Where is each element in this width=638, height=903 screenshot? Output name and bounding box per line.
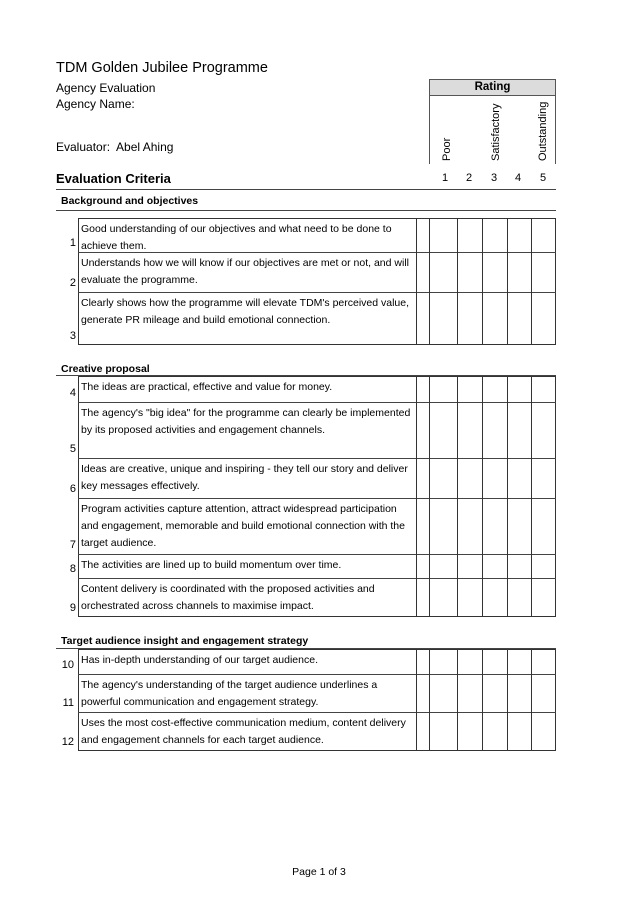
evaluator-name: Abel Ahing bbox=[116, 140, 174, 154]
criterion-text: Uses the most cost-effective communication medium, content delivery and engagement channels for each target audience. bbox=[81, 717, 406, 746]
rating-cell-4[interactable] bbox=[483, 579, 507, 617]
criterion-text: Content delivery is coordinated with the proposed activities and orchestrated across channels to maximise impact. bbox=[81, 583, 375, 612]
page-footer: Page 1 of 3 bbox=[292, 866, 346, 878]
row-number: 9 bbox=[69, 602, 76, 614]
rating-label-poor: Poor bbox=[441, 137, 453, 161]
rating-cell-2[interactable] bbox=[430, 675, 457, 712]
rating-cell-2[interactable] bbox=[430, 459, 457, 498]
agency-name-label: Agency Name: bbox=[56, 97, 135, 111]
rating-cell-3[interactable] bbox=[458, 579, 482, 617]
rating-label-satisfactory: Satisfactory bbox=[490, 103, 502, 161]
rating-cell-5[interactable] bbox=[508, 555, 531, 578]
row-number: 6 bbox=[69, 483, 76, 495]
rating-cell-2[interactable] bbox=[430, 377, 457, 402]
rating-cell-1[interactable] bbox=[417, 403, 429, 458]
rating-cell-3[interactable] bbox=[458, 219, 482, 252]
rating-cell-2[interactable] bbox=[430, 579, 457, 617]
scale-2: 2 bbox=[465, 172, 473, 184]
criterion-text: The activities are lined up to build momentum over time. bbox=[81, 559, 342, 571]
evaluator-label: Evaluator: bbox=[56, 140, 111, 154]
rating-cell-4[interactable] bbox=[483, 403, 507, 458]
rating-cell-5[interactable] bbox=[508, 377, 531, 402]
rating-cell-1[interactable] bbox=[417, 293, 429, 345]
rating-cell-3[interactable] bbox=[458, 713, 482, 751]
row-number: 8 bbox=[69, 563, 76, 575]
section-title-background: Background and objectives bbox=[61, 195, 199, 207]
rating-cell-4[interactable] bbox=[483, 713, 507, 751]
criterion-text: Good understanding of our objectives and what need to be done to achieve them. bbox=[81, 223, 392, 252]
rating-cell-6[interactable] bbox=[532, 713, 556, 751]
scale-1: 1 bbox=[441, 172, 449, 184]
rating-cell-6[interactable] bbox=[532, 459, 556, 498]
rating-cell-5[interactable] bbox=[508, 459, 531, 498]
rating-cell-6[interactable] bbox=[532, 253, 556, 292]
rating-cell-6[interactable] bbox=[532, 293, 556, 345]
criterion-text: Ideas are creative, unique and inspiring - they tell our story and deliver key messages effectively. bbox=[81, 463, 408, 492]
rating-cell-5[interactable] bbox=[508, 675, 531, 712]
rating-cell-1[interactable] bbox=[417, 219, 429, 252]
criteria-divider bbox=[56, 189, 556, 190]
rating-cell-6[interactable] bbox=[532, 555, 556, 578]
criterion-text: Program activities capture attention, attract widespread participation and engagement, memorable and build emotional connection with the target audience. bbox=[81, 503, 405, 549]
rating-cell-4[interactable] bbox=[483, 555, 507, 578]
rating-cell-2[interactable] bbox=[430, 403, 457, 458]
scale-5: 5 bbox=[539, 172, 547, 184]
rating-cell-1[interactable] bbox=[417, 499, 429, 554]
evaluation-criteria-title: Evaluation Criteria bbox=[56, 171, 171, 186]
rating-cell-4[interactable] bbox=[483, 377, 507, 402]
rating-cell-4[interactable] bbox=[483, 650, 507, 674]
rating-cell-6[interactable] bbox=[532, 403, 556, 458]
scale-3: 3 bbox=[490, 172, 498, 184]
rating-cell-3[interactable] bbox=[458, 293, 482, 345]
rating-cell-3[interactable] bbox=[458, 459, 482, 498]
criterion-text: Clearly shows how the programme will elevate TDM's perceived value, generate PR mileage and build emotional connection. bbox=[81, 297, 410, 326]
rating-cell-5[interactable] bbox=[508, 713, 531, 751]
row-number: 11 bbox=[62, 697, 74, 709]
rating-cell-1[interactable] bbox=[417, 377, 429, 402]
criterion-text: The agency's understanding of the target audience underlines a powerful communication and engagement strategy. bbox=[81, 679, 378, 708]
rating-label-outstanding: Outstanding bbox=[537, 101, 549, 161]
rating-cell-2[interactable] bbox=[430, 555, 457, 578]
rating-cell-2[interactable] bbox=[430, 499, 457, 554]
criterion-text: Has in-depth understanding of our target audience. bbox=[81, 654, 318, 666]
rating-cell-6[interactable] bbox=[532, 219, 556, 252]
row-number: 5 bbox=[69, 443, 76, 455]
scale-4: 4 bbox=[514, 172, 522, 184]
rating-cell-6[interactable] bbox=[532, 579, 556, 617]
rating-cell-3[interactable] bbox=[458, 253, 482, 292]
section-divider bbox=[56, 210, 556, 211]
rating-cell-5[interactable] bbox=[508, 579, 531, 617]
rating-cell-5[interactable] bbox=[508, 253, 531, 292]
rating-cell-4[interactable] bbox=[483, 459, 507, 498]
rating-cell-3[interactable] bbox=[458, 555, 482, 578]
criterion-text: Understands how we will know if our objectives are met or not, and will evaluate the programme. bbox=[81, 257, 409, 286]
criterion-text: The ideas are practical, effective and value for money. bbox=[81, 381, 333, 393]
document-subtitle: Agency Evaluation bbox=[56, 81, 156, 95]
rating-cell-2[interactable] bbox=[430, 713, 457, 751]
section-title-target-audience: Target audience insight and engagement strategy bbox=[61, 635, 309, 647]
row-number: 4 bbox=[69, 387, 76, 399]
rating-cell-4[interactable] bbox=[483, 675, 507, 712]
rating-cell-4[interactable] bbox=[483, 253, 507, 292]
rating-cell-5[interactable] bbox=[508, 403, 531, 458]
row-number: 12 bbox=[61, 736, 74, 748]
row-number: 10 bbox=[61, 659, 74, 671]
row-number: 1 bbox=[69, 237, 76, 249]
rating-cell-1[interactable] bbox=[417, 459, 429, 498]
evaluator-line bbox=[56, 140, 173, 154]
rating-cell-6[interactable] bbox=[532, 650, 556, 674]
rating-cell-2[interactable] bbox=[430, 650, 457, 674]
rating-cell-1[interactable] bbox=[417, 579, 429, 617]
rating-cell-5[interactable] bbox=[508, 219, 531, 252]
section-title-creative: Creative proposal bbox=[61, 363, 150, 375]
rating-cell-3[interactable] bbox=[458, 650, 482, 674]
rating-cell-6[interactable] bbox=[532, 499, 556, 554]
rating-cell-3[interactable] bbox=[458, 675, 482, 712]
row-number: 7 bbox=[69, 539, 76, 551]
rating-cell-1[interactable] bbox=[417, 253, 429, 292]
rating-cell-1[interactable] bbox=[417, 555, 429, 578]
row-number: 3 bbox=[69, 330, 76, 342]
rating-cell-5[interactable] bbox=[508, 293, 531, 345]
row-number: 2 bbox=[69, 277, 76, 289]
rating-cell-2[interactable] bbox=[430, 219, 457, 252]
criterion-text: The agency's "big idea" for the programme can clearly be implemented by its proposed activities and engagement channels. bbox=[81, 407, 411, 436]
rating-header: Rating bbox=[429, 79, 556, 96]
rating-cell-1[interactable] bbox=[417, 713, 429, 751]
rating-cell-6[interactable] bbox=[532, 377, 556, 402]
rating-cell-1[interactable] bbox=[417, 675, 429, 712]
rating-cell-2[interactable] bbox=[430, 293, 457, 345]
rating-cell-3[interactable] bbox=[458, 403, 482, 458]
rating-cell-4[interactable] bbox=[483, 499, 507, 554]
rating-cell-5[interactable] bbox=[508, 650, 531, 674]
rating-cell-1[interactable] bbox=[417, 650, 429, 674]
rating-cell-3[interactable] bbox=[458, 377, 482, 402]
rating-cell-6[interactable] bbox=[532, 675, 556, 712]
rating-cell-2[interactable] bbox=[430, 253, 457, 292]
rating-cell-4[interactable] bbox=[483, 293, 507, 345]
document-title: TDM Golden Jubilee Programme bbox=[56, 60, 268, 76]
rating-cell-4[interactable] bbox=[483, 219, 507, 252]
rating-cell-3[interactable] bbox=[458, 499, 482, 554]
rating-cell-5[interactable] bbox=[508, 499, 531, 554]
